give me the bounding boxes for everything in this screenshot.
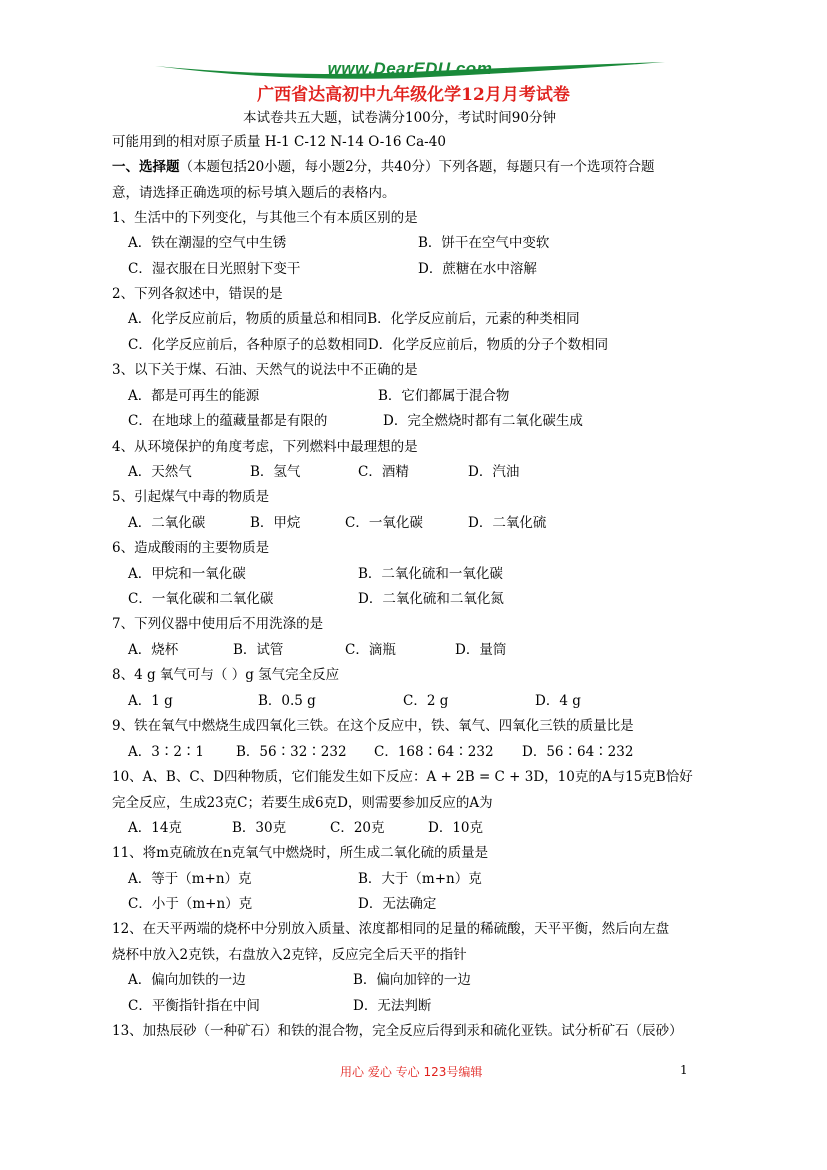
q10-option-a: A．14克 bbox=[128, 820, 182, 836]
question-6: 6、造成酸雨的主要物质是 bbox=[112, 540, 270, 556]
q9-option-a: A．3∶2∶1 bbox=[128, 744, 205, 760]
q3-option-a: A．都是可再生的能源 bbox=[128, 388, 260, 404]
question-10-cont: 完全反应，生成23克C；若要生成6克D，则需要参加反应的A为 bbox=[112, 795, 493, 811]
q8-option-d: D．4 g bbox=[535, 693, 581, 709]
q4-option-b: B．氢气 bbox=[250, 464, 301, 480]
q12-option-d: D．无法判断 bbox=[353, 998, 432, 1014]
q6-option-b: B．二氧化硫和一氧化碳 bbox=[358, 566, 503, 582]
q7-option-c: C．滴瓶 bbox=[345, 642, 396, 658]
question-13: 13、加热辰砂（一种矿石）和铁的混合物，完全反应后得到汞和硫化亚铁。试分析矿石（辰砂） bbox=[112, 1023, 683, 1039]
q12-option-a: A．偏向加铁的一边 bbox=[128, 972, 246, 988]
exam-info: 本试卷共五大题，试卷满分100分，考试时间90分钟 bbox=[243, 110, 556, 126]
q5-option-a: A．二氧化碳 bbox=[128, 515, 206, 531]
question-7: 7、下列仪器中使用后不用洗涤的是 bbox=[112, 616, 324, 632]
q3-option-c: C．在地球上的蕴藏量都是有限的 bbox=[128, 413, 328, 429]
page-number: 1 bbox=[680, 1063, 688, 1077]
q5-option-c: C．一氧化碳 bbox=[345, 515, 423, 531]
q12-option-c: C．平衡指针指在中间 bbox=[128, 998, 260, 1014]
question-9: 9、铁在氧气中燃烧生成四氧化三铁。在这个反应中，铁、氧气、四氧化三铁的质量比是 bbox=[112, 718, 634, 734]
q6-option-c: C．一氧化碳和二氧化碳 bbox=[128, 591, 274, 607]
q3-option-b: B．它们都属于混合物 bbox=[378, 388, 510, 404]
section-heading: 一、选择题 bbox=[112, 159, 180, 175]
question-2: 2、下列各叙述中，错误的是 bbox=[112, 286, 283, 302]
section-intro bbox=[112, 157, 654, 177]
question-10: 10、A、B、C、D四种物质，它们能发生如下反应：A + 2B = C + 3D，10克的A与15克B恰好 bbox=[112, 769, 693, 785]
q2-option-ab: A．化学反应前后，物质的质量总和相同B．化学反应前后，元素的种类相同 bbox=[128, 311, 580, 327]
q10-option-c: C．20克 bbox=[330, 820, 385, 836]
page-title: 广西省达高初中九年级化学12月月考试卷 bbox=[257, 85, 570, 105]
question-12: 12、在天平两端的烧杯中分别放入质量、浓度都相同的足量的稀硫酸，天平平衡，然后向左盘 bbox=[112, 921, 670, 937]
q11-option-b: B．大于（m+n）克 bbox=[358, 871, 482, 887]
q8-option-c: C．2 g bbox=[403, 693, 449, 709]
footer-text: 用心 爱心 专心 123号编辑 bbox=[340, 1065, 483, 1079]
q6-option-d: D．二氧化硫和二氧化氮 bbox=[358, 591, 504, 607]
q7-option-a: A．烧杯 bbox=[128, 642, 179, 658]
q8-option-a: A．1 g bbox=[128, 693, 173, 709]
atomic-mass-line: 可能用到的相对原子质量 H-1 C-12 N-14 O-16 Ca-40 bbox=[112, 134, 446, 150]
q1-option-d: D．蔗糖在水中溶解 bbox=[418, 261, 537, 277]
q9-option-b: B．56∶32∶232 bbox=[236, 744, 347, 760]
q2-option-cd: C．化学反应前后，各种原子的总数相同D．化学反应前后，物质的分子个数相同 bbox=[128, 337, 609, 353]
q3-option-d: D．完全燃烧时都有二氧化碳生成 bbox=[383, 413, 583, 429]
q4-option-d: D．汽油 bbox=[468, 464, 520, 480]
section-intro-line2: 意，请选择正确选项的标号填入题后的表格内。 bbox=[112, 185, 396, 201]
q4-option-a: A．天然气 bbox=[128, 464, 192, 480]
question-4: 4、从环境保护的角度考虑，下列燃料中最理想的是 bbox=[112, 439, 418, 455]
q11-option-a: A．等于（m+n）克 bbox=[128, 871, 252, 887]
section-intro-text: （本题包括20小题，每小题2分，共40分）下列各题，每题只有一个选项符合题 bbox=[179, 159, 655, 175]
question-5: 5、引起煤气中毒的物质是 bbox=[112, 489, 270, 505]
q1-option-b: B．饼干在空气中变软 bbox=[418, 235, 550, 251]
q1-option-c: C．湿衣服在日光照射下变干 bbox=[128, 261, 301, 277]
question-8: 8、4 g 氧气可与（ ）g 氢气完全反应 bbox=[112, 667, 340, 683]
q1-option-a: A．铁在潮湿的空气中生锈 bbox=[128, 235, 287, 251]
q11-option-d: D．无法确定 bbox=[358, 896, 437, 912]
question-3: 3、以下关于煤、石油、天然气的说法中不正确的是 bbox=[112, 362, 418, 378]
q12-option-b: B．偏向加锌的一边 bbox=[353, 972, 471, 988]
q9-option-c: C．168∶64∶232 bbox=[374, 744, 494, 760]
q7-option-d: D．量筒 bbox=[455, 642, 507, 658]
q10-option-b: B．30克 bbox=[232, 820, 287, 836]
q9-option-d: D．56∶64∶232 bbox=[522, 744, 634, 760]
question-1: 1、生活中的下列变化，与其他三个有本质区别的是 bbox=[112, 210, 418, 226]
q5-option-d: D．二氧化硫 bbox=[468, 515, 547, 531]
q10-option-d: D．10克 bbox=[428, 820, 484, 836]
q6-option-a: A．甲烷和一氧化碳 bbox=[128, 566, 246, 582]
q7-option-b: B．试管 bbox=[233, 642, 284, 658]
q4-option-c: C．酒精 bbox=[358, 464, 409, 480]
q11-option-c: C．小于（m+n）克 bbox=[128, 896, 253, 912]
q5-option-b: B．甲烷 bbox=[250, 515, 301, 531]
logo-text: www.DearEDU.com bbox=[327, 59, 493, 78]
question-12-cont: 烧杯中放入2克铁，右盘放入2克锌，反应完全后天平的指针 bbox=[112, 947, 467, 963]
q8-option-b: B．0.5 g bbox=[258, 693, 316, 709]
question-11: 11、将m克硫放在n克氧气中燃烧时，所生成二氧化硫的质量是 bbox=[112, 845, 489, 861]
